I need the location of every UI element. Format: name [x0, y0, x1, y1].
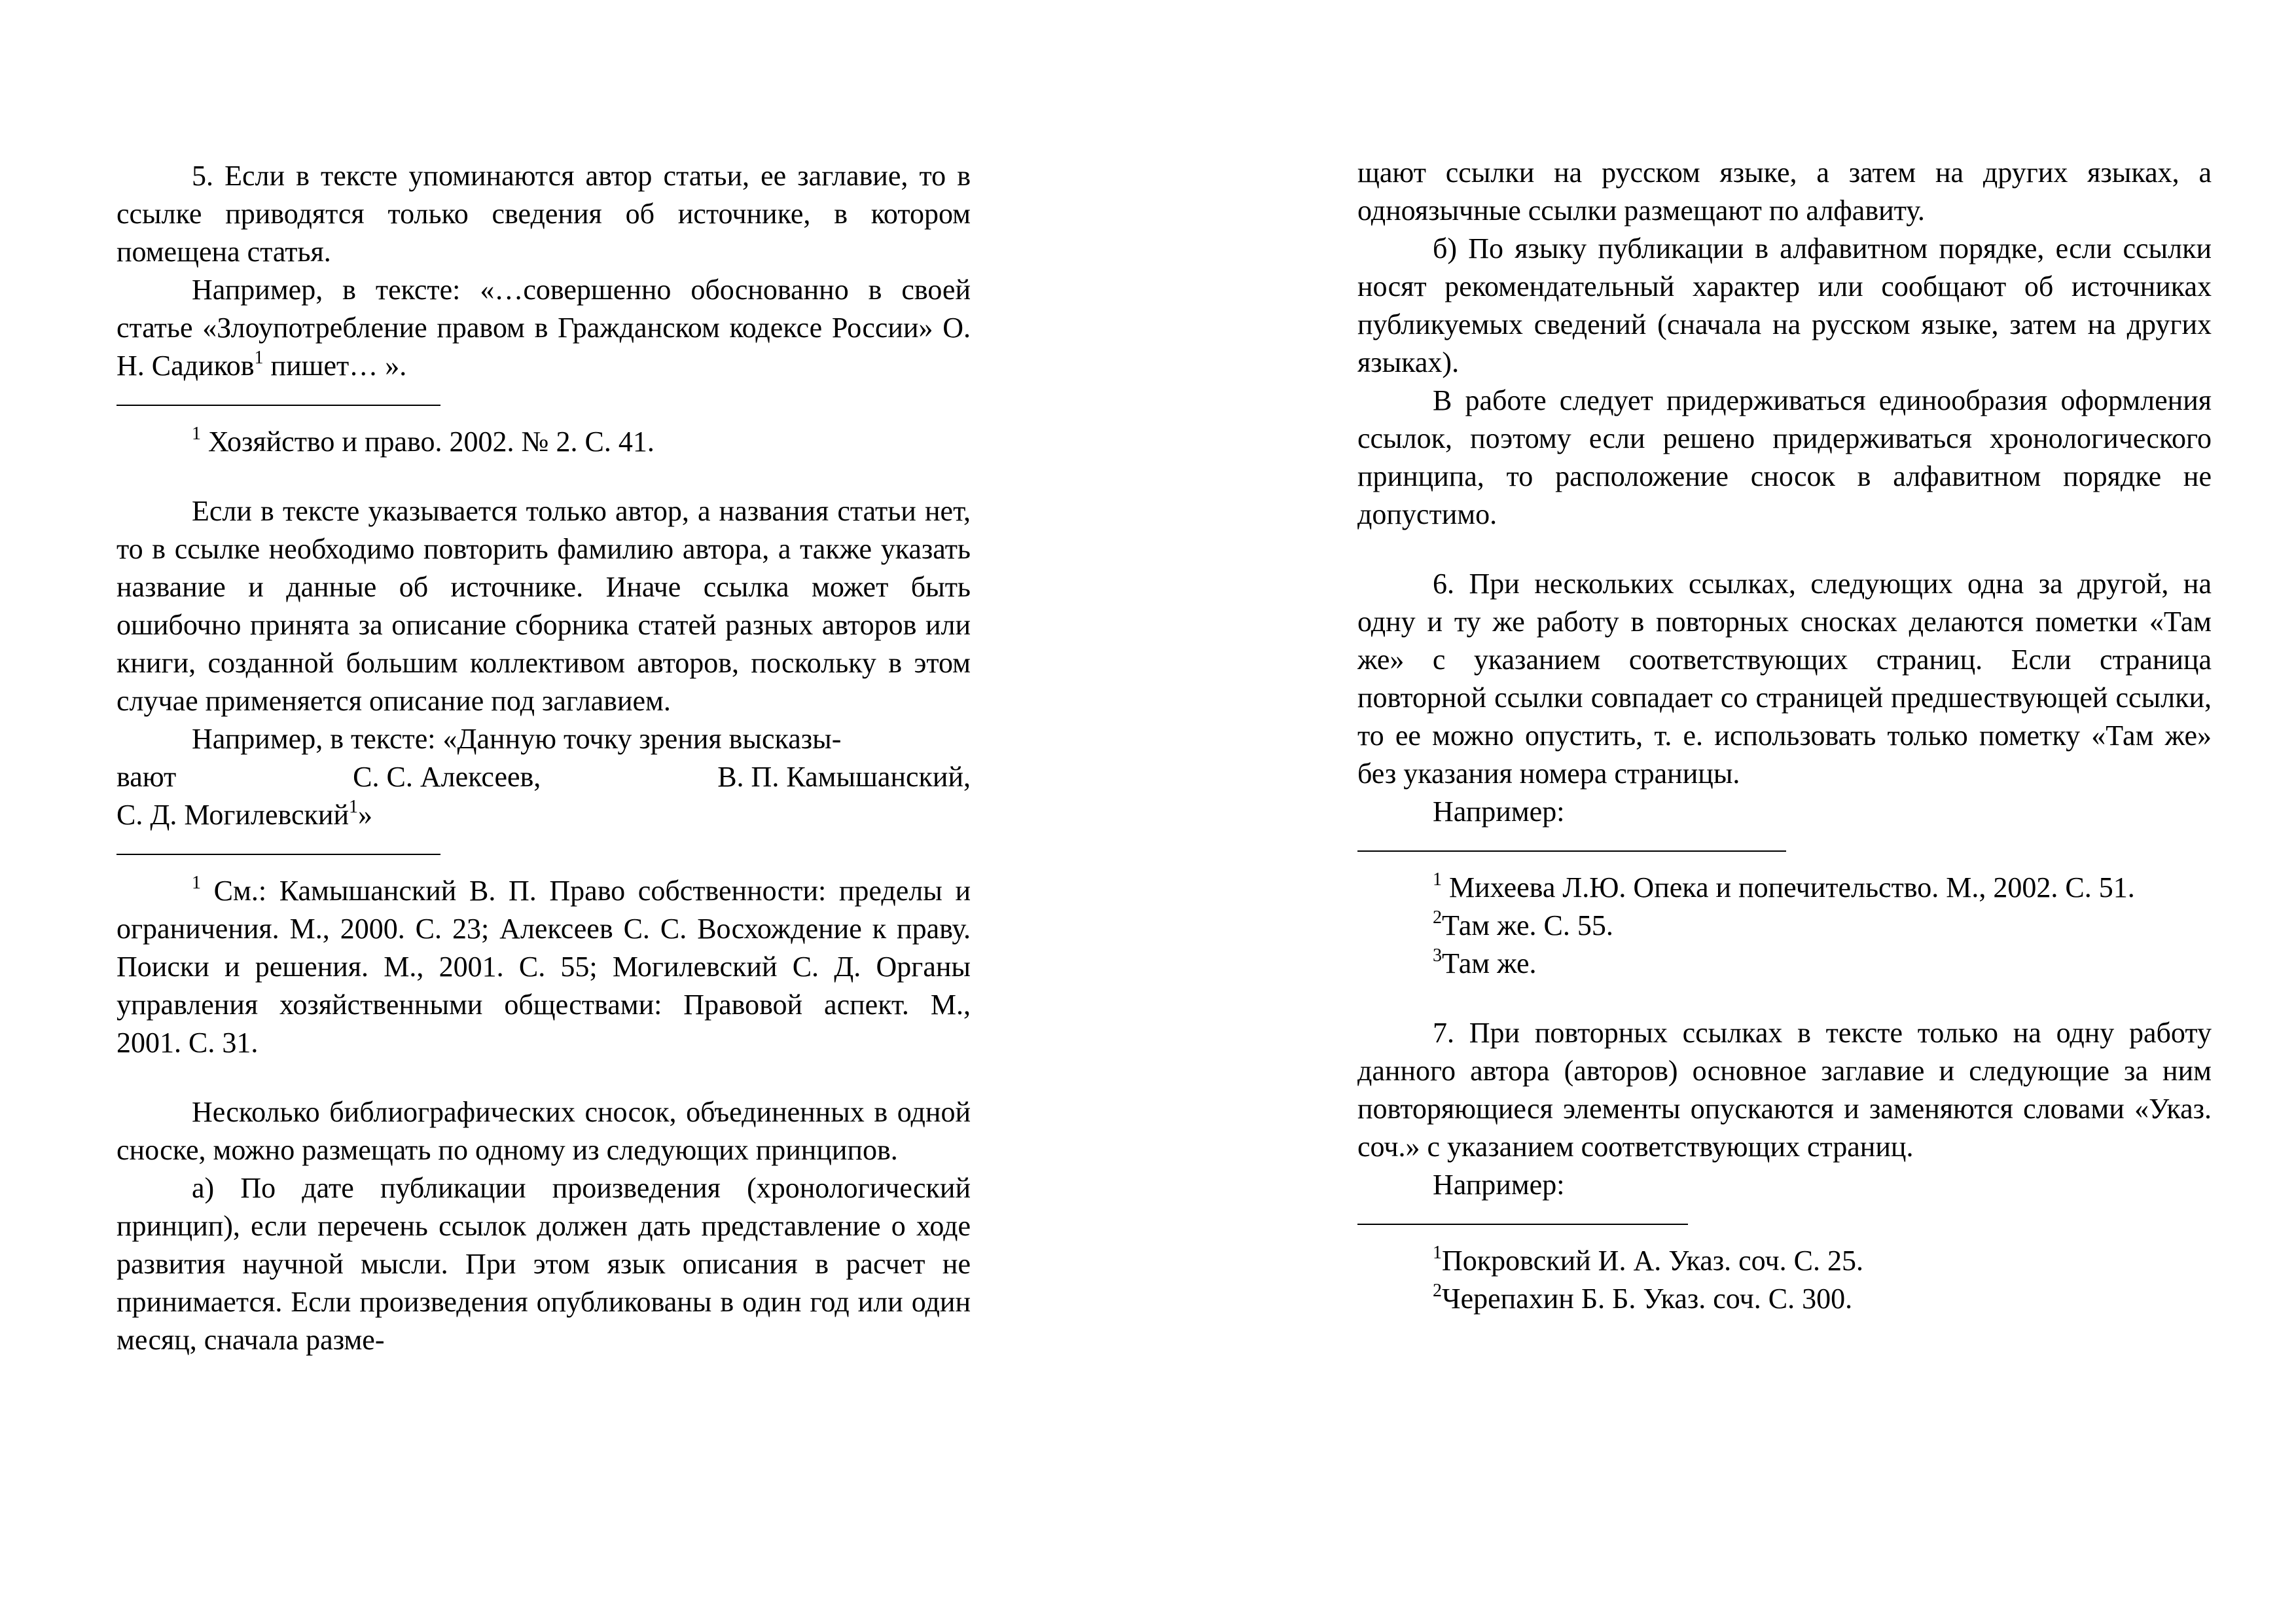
footnote: [1357, 1280, 2212, 1318]
footnote-number: 1: [1433, 1243, 1442, 1263]
footnote-number: 1: [192, 873, 201, 893]
footnote-number: 1: [1433, 869, 1442, 890]
footnote-block-3: [1357, 869, 2212, 983]
footnote-separator: [117, 405, 440, 406]
paragraph-continuation: щают ссылки на русском языке, а затем на других языках, а одноязычные ссылки размещают по алфавиту.: [1357, 156, 2212, 227]
footnote-text: Михеева Л.Ю. Опека и попечительство. М., 2002. С. 51.: [1442, 871, 2135, 903]
footnote-block-4: [1357, 1242, 2212, 1318]
footnote-number: 3: [1433, 945, 1442, 966]
paragraph-item-5: 5. Если в тексте упоминаются автор статьи, ее заглавие, то в ссылке приводятся только сведения об источнике, в котором помещена статья.: [117, 160, 971, 268]
right-page: [1148, 0, 2296, 1623]
footnote-separator: [1357, 850, 1786, 852]
footnote: [1357, 869, 2212, 907]
example-quote-sadikov: [117, 271, 971, 385]
example-quote-line3: [117, 796, 971, 834]
footnote-text: См.: Камышанский В. П. Право собственности: пределы и ограничения. М., 2000. С. 23; Алексеев С. С. Восхождение к праву. Поиски и решения. М., 2001. С. 55; Могилевский С. Д. Органы управления хозяйственными обществами: Правовой аспект. М., 2001. С. 31.: [117, 875, 971, 1059]
footnote: [117, 872, 971, 1062]
paragraph-a-chronological: а) По дате публикации произведения (хронологический принцип), если перечень ссылок должен дать представление о ходе развития научной мысли. При этом язык описания в расчет не принимается. Если произведения опубликованы в один год или один месяц, сначала разме-: [117, 1172, 971, 1356]
footnote-ref: 1: [349, 797, 358, 817]
example-quote-line1: Например, в тексте: «Данную точку зрения высказы-: [192, 723, 842, 755]
footnote-separator: [1357, 1224, 1688, 1225]
example-word: вают: [117, 761, 177, 793]
footnote-number: 2: [1433, 1281, 1442, 1301]
footnote-number: 1: [192, 424, 201, 444]
example-author-alekseev: С. С. Алексеев,: [353, 761, 541, 793]
left-text-column: [117, 157, 971, 1359]
paragraph-uniformity: В работе следует придерживаться единообразия оформления ссылок, поэтому если решено придерживаться хронологического принципа, то расположение сносок в алфавитном порядке не допустимо.: [1357, 384, 2212, 530]
example-author-kamyshansky: В. П. Камышанский,: [717, 761, 971, 793]
example-label: Например:: [1433, 1169, 1565, 1201]
right-text-column: [1357, 154, 2212, 1318]
footnote: [117, 423, 971, 461]
footnote-ref: 1: [254, 348, 264, 368]
paragraph-several-footnotes: Несколько библиографических сносок, объединенных в одной сноске, можно размещать по одному из следующих принципов.: [117, 1096, 971, 1166]
paragraph-author-only: Если в тексте указывается только автор, а названия статьи нет, то в ссылке необходимо повторить фамилию автора, а также указать название и данные об источнике. Иначе ссылка может быть ошибочно принята за описание сборника статей разных авторов или книги, созданной большим коллективом авторов, поскольку в этом случае применяется описание под заглавием.: [117, 495, 971, 717]
paragraph-b-language: б) По языку публикации в алфавитном порядке, если ссылки носят рекомендательный характер или сообщают об источниках публикуемых сведений (сначала на русском языке, затем на других языках).: [1357, 232, 2212, 378]
example-label: Например:: [1433, 795, 1565, 828]
footnote-separator: [117, 854, 440, 855]
footnote: [1357, 945, 2212, 983]
footnote-block-2: [117, 872, 971, 1062]
footnote-block-1: [117, 423, 971, 461]
example-quote-text: Например, в тексте: «…совершенно обоснованно в своей статье «Злоупотребление правом в Гражданском кодексе России» О. Н. Садиков: [117, 274, 971, 382]
footnote-text: Хозяйство и право. 2002. № 2. С. 41.: [201, 426, 655, 458]
example-quote-tail: пишет… ».: [263, 350, 407, 382]
footnote: [1357, 1242, 2212, 1280]
footnote-text: Там же.: [1442, 947, 1537, 979]
example-quote-line2: [117, 758, 971, 796]
footnote-text: Покровский И. А. Указ. соч. С. 25.: [1442, 1245, 1863, 1277]
footnote-text: Там же. С. 55.: [1442, 909, 1613, 941]
footnote-number: 2: [1433, 907, 1442, 928]
example-quote-close: »: [358, 799, 372, 831]
paragraph-item-6: 6. При нескольких ссылках, следующих одна за другой, на одну и ту же работу в повторных сносках делаются пометки «Там же» с указанием соответствующих страниц. Если страница повторной ссылки совпадает со страницей предшествующей ссылки, то ее можно опустить, т. е. использовать только пометку «Там же» без указания номера страницы.: [1357, 568, 2212, 790]
paragraph-item-7: 7. При повторных ссылках в тексте только на одну работу данного автора (авторов) основное заглавие и следующие за ним повторяющиеся элементы опускаются и заменяются словами «Указ. соч.» с указанием соответствующих страниц.: [1357, 1017, 2212, 1163]
footnote: [1357, 907, 2212, 945]
example-author-mogilevsky: С. Д. Могилевский: [117, 799, 349, 831]
footnote-text: Черепахин Б. Б. Указ. соч. С. 300.: [1442, 1283, 1853, 1315]
